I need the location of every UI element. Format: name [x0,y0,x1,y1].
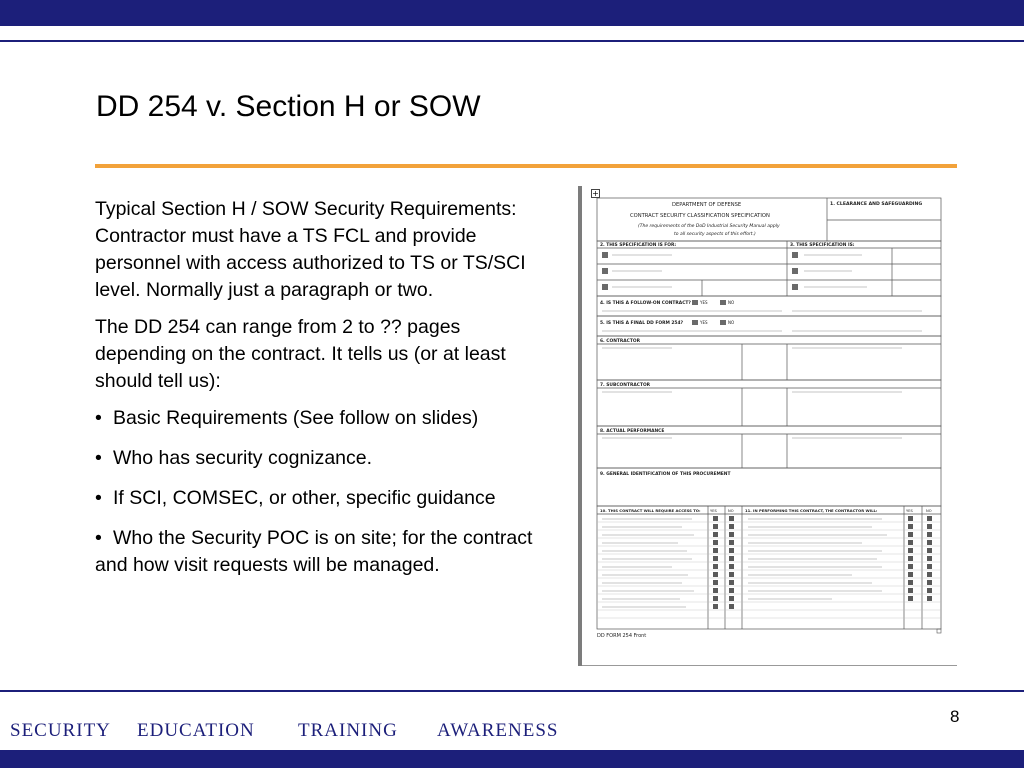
top-banner-bar [0,0,1024,26]
form-no-label: NO [728,300,735,305]
form-header-line4: to all security aspects of this effort.) [674,232,756,237]
bullet-item [95,405,540,432]
form-no-label: NO [728,509,734,513]
bullet-item [95,525,540,579]
form-section-2: 2. THIS SPECIFICATION IS FOR: [600,243,677,248]
top-divider-line [0,40,1024,42]
bullet-text: Who the Security POC is on site; for the contract and how visit requests will be managed. [95,527,533,576]
bottom-divider-line [0,690,1024,692]
form-section-8: 8. ACTUAL PERFORMANCE [600,429,665,434]
dd254-form-drawing [582,186,953,666]
expand-plus-icon: + [592,189,599,198]
form-section-11: 11. IN PERFORMING THIS CONTRACT, THE CONTRACTOR WILL: [745,508,878,513]
form-yes-label: YES [710,509,717,513]
footer-word: TRAINING [298,720,398,741]
form-section-6: 6. CONTRACTOR [600,339,640,344]
bullet-marker: • [95,527,102,549]
footer-word: AWARENESS [437,720,559,741]
footer-word: SECURITY [10,720,111,741]
bullet-item [95,445,540,472]
bullet-marker: • [95,407,102,429]
form-header-line1: DEPARTMENT OF DEFENSE [672,202,742,208]
form-section-5: 5. IS THIS A FINAL DD FORM 254? [600,321,684,326]
bullet-marker: • [95,447,102,469]
paragraph-dd254-pages: The DD 254 can range from 2 to ?? pages depending on the contract. It tells us (or at least should tell us): [95,316,506,392]
form-yes-label: YES [906,509,913,513]
slide-title: DD 254 v. Section H or SOW [96,90,481,123]
dd254-form-image [578,186,953,666]
form-section-7: 7. SUBCONTRACTOR [600,383,651,388]
form-header-line2: CONTRACT SECURITY CLASSIFICATION SPECIFICATION [630,213,770,219]
slide-body [95,196,540,592]
page-number: 8 [950,707,960,726]
bullet-text: If SCI, COMSEC, or other, specific guidance [113,487,496,509]
bottom-banner-bar [0,750,1024,768]
form-header-line3: (The requirements of the DoD Industrial Security Manual apply [638,224,780,229]
title-underline [95,164,957,168]
form-corner-box [937,629,941,633]
bullet-marker: • [95,487,102,509]
form-section-10: 10. THIS CONTRACT WILL REQUIRE ACCESS TO: [600,508,701,513]
form-section-1: 1. CLEARANCE AND SAFEGUARDING [830,202,923,207]
form-section-9: 9. GENERAL IDENTIFICATION OF THIS PROCUREMENT [600,472,731,477]
footer-word: EDUCATION [137,720,255,741]
form-section-3: 3. THIS SPECIFICATION IS: [790,243,855,248]
bullet-text: Who has security cognizance. [113,447,373,469]
form-bottom-edge [582,665,957,666]
form-yes-label: YES [700,300,708,305]
form-no-label: NO [728,320,735,325]
bullet-item [95,485,540,512]
form-id-label: DD FORM 254 Front [597,633,647,639]
form-section-4: 4. IS THIS A FOLLOW-ON CONTRACT? [600,301,691,306]
bullet-text: Basic Requirements (See follow on slides) [113,407,479,429]
form-yes-label: YES [700,320,708,325]
form-no-label: NO [926,509,932,513]
paragraph-section-h: Typical Section H / SOW Security Requirements: Contractor must have a TS FCL and provide personnel with access authorized to TS or TS/SCI level. Normally just a paragraph or two. [95,198,526,301]
